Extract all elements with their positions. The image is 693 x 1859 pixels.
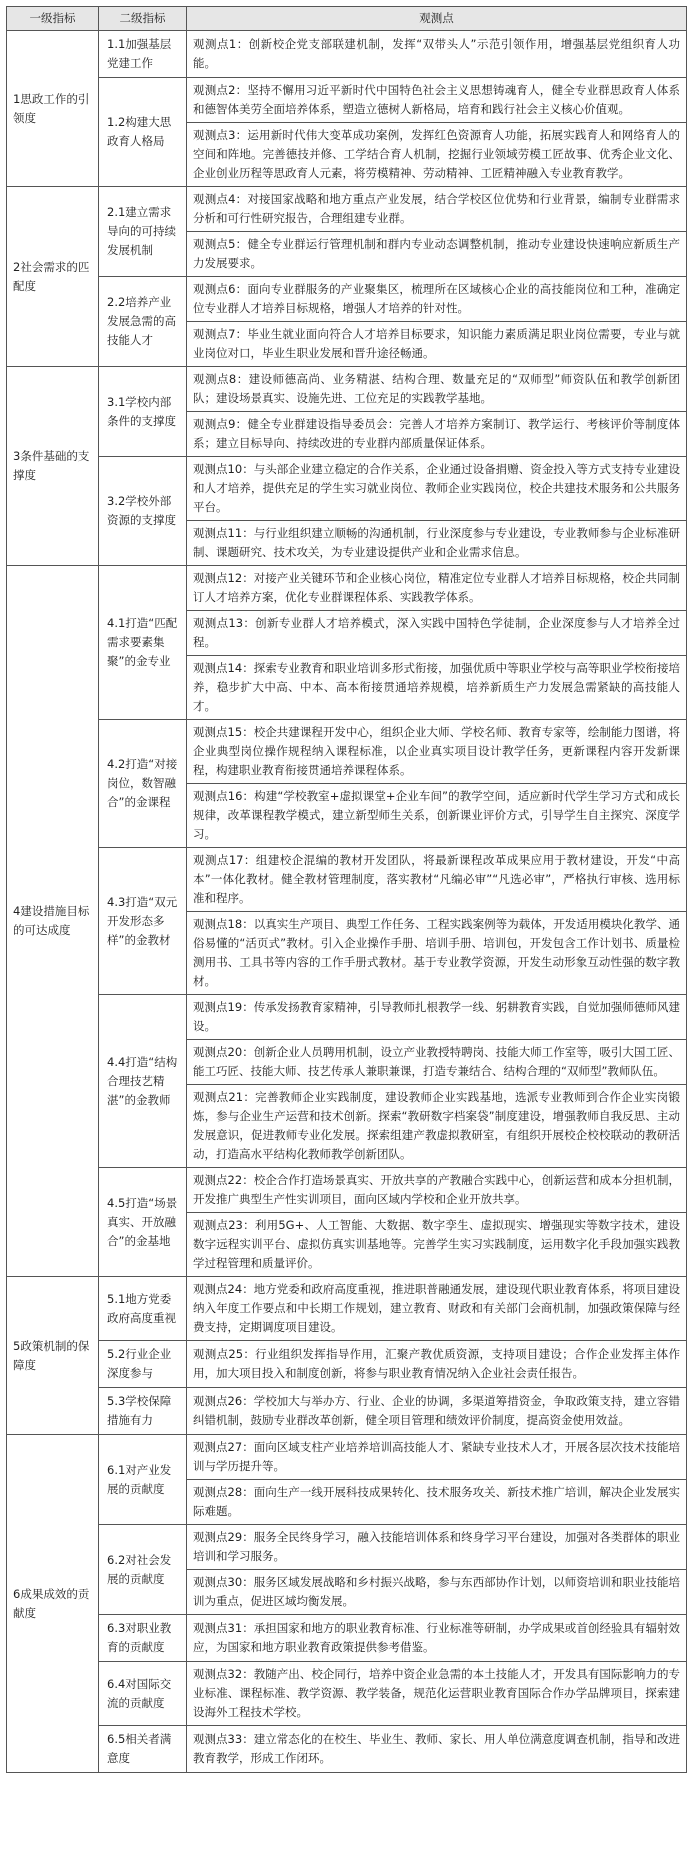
level2-indicator: 6.4对国际交流的贡献度 xyxy=(99,1662,187,1726)
table-row xyxy=(7,1615,687,1662)
table-body xyxy=(7,31,687,1773)
observation-point: 观测点4：对接国家战略和地方重点产业发展，结合学校区位优势和行业背景，编制专业群需求分析和可行性研究报告，合理组建专业群。 xyxy=(187,187,687,232)
header-observation: 观测点 xyxy=(187,7,687,31)
level2-indicator: 4.4打造“结构合理技艺精湛”的金教师 xyxy=(99,995,187,1168)
level2-indicator: 4.5打造“场景真实、开放融合”的金基地 xyxy=(99,1168,187,1277)
observation-point: 观测点1：创新校企党支部联建机制，发挥“双带头人”示范引领作用，增强基层党组织育人功能。 xyxy=(187,31,687,78)
observation-point: 观测点11：与行业组织建立顺畅的沟通机制，行业深度参与专业建设，专业教师参与企业标准研制、课题研究、技术攻关，为专业建设提供产业和企业需求信息。 xyxy=(187,521,687,566)
level2-indicator: 1.2构建大思政育人格局 xyxy=(99,78,187,187)
observation-point: 观测点25：行业组织发挥指导作用，汇聚产教优质资源，支持项目建设；合作企业发挥主体作用，加大项目投入和制度创新，将参与职业教育情况纳入企业社会责任报告。 xyxy=(187,1341,687,1388)
level1-indicator: 2社会需求的匹配度 xyxy=(7,187,99,367)
level2-indicator: 3.2学校外部资源的支撑度 xyxy=(99,457,187,566)
level1-indicator: 6成果成效的贡献度 xyxy=(7,1435,99,1773)
observation-point: 观测点31：承担国家和地方的职业教育标准、行业标准等研制，办学成果或首创经验具有辐射效应，为国家和地方职业教育政策提供参考借鉴。 xyxy=(187,1615,687,1662)
table-row xyxy=(7,848,687,912)
observation-point: 观测点30：服务区域发展战略和乡村振兴战略，参与东西部协作计划，以师资培训和职业技能培训为重点，促进区域均衡发展。 xyxy=(187,1570,687,1615)
table-row xyxy=(7,1726,687,1773)
level1-indicator: 5政策机制的保障度 xyxy=(7,1277,99,1435)
table-row xyxy=(7,1168,687,1213)
table-row xyxy=(7,187,687,232)
observation-point: 观测点27：面向区域支柱产业培养培训高技能人才、紧缺专业技术人才，开展各层次技术技能培训与学历提升等。 xyxy=(187,1435,687,1480)
table-row xyxy=(7,277,687,322)
observation-point: 观测点2：坚持不懈用习近平新时代中国特色社会主义思想铸魂育人，健全专业群思政育人体系和德智体美劳全面培养体系，塑造立德树人新格局，培育和践行社会主义核心价值观。 xyxy=(187,78,687,123)
level2-indicator: 5.2行业企业深度参与 xyxy=(99,1341,187,1388)
header-level2: 二级指标 xyxy=(99,7,187,31)
observation-point: 观测点24：地方党委和政府高度重视，推进职普融通发展，建设现代职业教育体系，将项目建设纳入年度工作要点和中长期工作规划，建立教育、财政和有关部门会商机制，加强政策保障与经费支持，定期调度项目建设。 xyxy=(187,1277,687,1341)
table-row xyxy=(7,1435,687,1480)
table-row xyxy=(7,31,687,78)
table-row xyxy=(7,367,687,412)
observation-point: 观测点8：建设师德高尚、业务精湛、结构合理、数量充足的“双师型”师资队伍和教学创新团队；建设场景真实、设施先进、工位充足的实践教学基地。 xyxy=(187,367,687,412)
observation-point: 观测点17：组建校企混编的教材开发团队，将最新课程改革成果应用于教材建设，开发“中高本”一体化教材。健全教材管理制度，落实教材“凡编必审”“凡选必审”，严格执行审核、选用标准和程序。 xyxy=(187,848,687,912)
observation-point: 观测点9：健全专业群建设指导委员会：完善人才培养方案制订、教学运行、考核评价等制度体系；建立目标导向、持续改进的专业群内部质量保证体系。 xyxy=(187,412,687,457)
observation-point: 观测点10：与头部企业建立稳定的合作关系，企业通过设备捐赠、资金投入等方式支持专业建设和人才培养，提供充足的学生实习就业岗位、教师企业实践岗位，校企共建技术服务和公共服务平台。 xyxy=(187,457,687,521)
observation-point: 观测点5：健全专业群运行管理机制和群内专业动态调整机制，推动专业建设快速响应新质生产力发展要求。 xyxy=(187,232,687,277)
observation-point: 观测点26：学校加大与举办方、行业、企业的协调，多渠道筹措资金，争取政策支持，建立容错纠错机制，鼓励专业群改革创新，健全项目管理和绩效评价制度，提高资金使用效益。 xyxy=(187,1388,687,1435)
observation-point: 观测点15：校企共建课程开发中心，组织企业大师、学校名师、教育专家等，绘制能力图谱，将企业典型岗位操作规程纳入课程标准，以企业真实项目设计教学任务，更新课程内容开发新课程，构建职业教育衔接贯通培养课程体系。 xyxy=(187,720,687,784)
observation-point: 观测点12：对接产业关键环节和企业核心岗位，精准定位专业群人才培养目标规格，校企共同制订人才培养方案，优化专业群课程体系、实践教学体系。 xyxy=(187,566,687,611)
level1-indicator: 4建设措施目标的可达成度 xyxy=(7,566,99,1277)
observation-point: 观测点16：构建“学校教室+虚拟课堂+企业车间”的教学空间，适应新时代学生学习方式和成长规律，改革课程教学模式，建立新型师生关系，创新课业评价方式，引导学生自主探究、深度学习。 xyxy=(187,784,687,848)
observation-point: 观测点20：创新企业人员聘用机制，设立产业教授特聘岗、技能大师工作室等，吸引大国工匠、能工巧匠、技能大师、技艺传承人兼职兼课，打造专兼结合、结构合理的“双师型”教师队伍。 xyxy=(187,1040,687,1085)
level2-indicator: 4.2打造“对接岗位，数智融合”的金课程 xyxy=(99,720,187,848)
table-row xyxy=(7,1662,687,1726)
table-row xyxy=(7,78,687,123)
table-row xyxy=(7,1277,687,1341)
level1-indicator: 3条件基础的支撑度 xyxy=(7,367,99,566)
header-level1: 一级指标 xyxy=(7,7,99,31)
observation-point: 观测点3：运用新时代伟大变革成功案例，发挥红色资源育人功能，拓展实践育人和网络育人的空间和阵地。完善德技并修、工学结合育人机制，挖掘行业领域劳模工匠故事、优秀企业文化、企业创业历程等思政育人元素，将劳模精神、劳动精神、工匠精神融入专业教育教学。 xyxy=(187,123,687,187)
observation-point: 观测点28：面向生产一线开展科技成果转化、技术服务攻关、新技术推广培训，解决企业发展实际难题。 xyxy=(187,1480,687,1525)
table-row xyxy=(7,720,687,784)
observation-point: 观测点6：面向专业群服务的产业聚集区，梳理所在区域核心企业的高技能岗位和工种，准确定位专业群人才培养目标规格，增强人才培养的针对性。 xyxy=(187,277,687,322)
table-row xyxy=(7,566,687,611)
level2-indicator: 4.1打造“匹配需求要素集聚”的金专业 xyxy=(99,566,187,720)
observation-point: 观测点33：建立常态化的在校生、毕业生、教师、家长、用人单位满意度调查机制，指导和改进教育教学，形成工作闭环。 xyxy=(187,1726,687,1773)
observation-point: 观测点19：传承发扬教育家精神，引导教师扎根教学一线、躬耕教育实践，自觉加强师德师风建设。 xyxy=(187,995,687,1040)
table-header-row xyxy=(7,7,687,31)
level1-indicator: 1思政工作的引领度 xyxy=(7,31,99,187)
level2-indicator: 6.3对职业教育的贡献度 xyxy=(99,1615,187,1662)
table-row xyxy=(7,1525,687,1570)
level2-indicator: 2.2培养产业发展急需的高技能人才 xyxy=(99,277,187,367)
level2-indicator: 5.3学校保障措施有力 xyxy=(99,1388,187,1435)
observation-point: 观测点18：以真实生产项目、典型工作任务、工程实践案例等为载体，开发适用模块化教学、通俗易懂的“活页式”教材。引入企业操作手册、培训手册、培训包，开发包含工作计划书、质量检测用书、工具书等内容的工作手册式教材。基于专业教学资源，开发生动形象互动性强的数字教材。 xyxy=(187,912,687,995)
table-row xyxy=(7,457,687,521)
observation-point: 观测点29：服务全民终身学习，融入技能培训体系和终身学习平台建设，加强对各类群体的职业培训和学习服务。 xyxy=(187,1525,687,1570)
table-row xyxy=(7,1341,687,1388)
level2-indicator: 4.3打造“双元开发形态多样”的金教材 xyxy=(99,848,187,995)
table-row xyxy=(7,995,687,1040)
observation-point: 观测点32：教随产出、校企同行，培养中资企业急需的本土技能人才，开发具有国际影响力的专业标准、课程标准、教学资源、教学装备，规范化运营职业教育国际合作办学品牌项目，探索建设海外工程技术学校。 xyxy=(187,1662,687,1726)
observation-point: 观测点14：探索专业教育和职业培训多形式衔接，加强优质中等职业学校与高等职业学校衔接培养，稳步扩大中高、中本、高本衔接贯通培养规模，培养新质生产力发展急需紧缺的高技能人才。 xyxy=(187,656,687,720)
level2-indicator: 5.1地方党委政府高度重视 xyxy=(99,1277,187,1341)
observation-point: 观测点22：校企合作打造场景真实、开放共享的产教融合实践中心，创新运营和成本分担机制，开发推广典型生产性实训项目，面向区域内学校和企业开放共享。 xyxy=(187,1168,687,1213)
observation-point: 观测点21：完善教师企业实践制度，建设教师企业实践基地，选派专业教师到合作企业实岗锻炼，参与企业生产运营和技术创新。探索“教研数字档案袋”制度建设，增强教师自我反思、主动发展意识，促进教师专业化发展。探索组建产教虚拟教研室，有组织开展校企校校联动的教研活动，打造高水平结构化教师教学创新团队。 xyxy=(187,1085,687,1168)
level2-indicator: 6.2对社会发展的贡献度 xyxy=(99,1525,187,1615)
level2-indicator: 3.1学校内部条件的支撑度 xyxy=(99,367,187,457)
indicator-table xyxy=(6,6,687,1773)
observation-point: 观测点13：创新专业群人才培养模式，深入实践中国特色学徒制，企业深度参与人才培养全过程。 xyxy=(187,611,687,656)
level2-indicator: 6.5相关者满意度 xyxy=(99,1726,187,1773)
level2-indicator: 6.1对产业发展的贡献度 xyxy=(99,1435,187,1525)
table-row xyxy=(7,1388,687,1435)
observation-point: 观测点7：毕业生就业面向符合人才培养目标要求，知识能力素质满足职业岗位需要，专业与就业岗位对口，毕业生职业发展和晋升途径畅通。 xyxy=(187,322,687,367)
level2-indicator: 2.1建立需求导向的可持续发展机制 xyxy=(99,187,187,277)
observation-point: 观测点23：利用5G+、人工智能、大数据、数字孪生、虚拟现实、增强现实等数字技术，建设数字远程实训平台、虚拟仿真实训基地等。完善学生实习实践制度，运用数字化手段加强实践教学过程管理和质量评价。 xyxy=(187,1213,687,1277)
level2-indicator: 1.1加强基层党建工作 xyxy=(99,31,187,78)
